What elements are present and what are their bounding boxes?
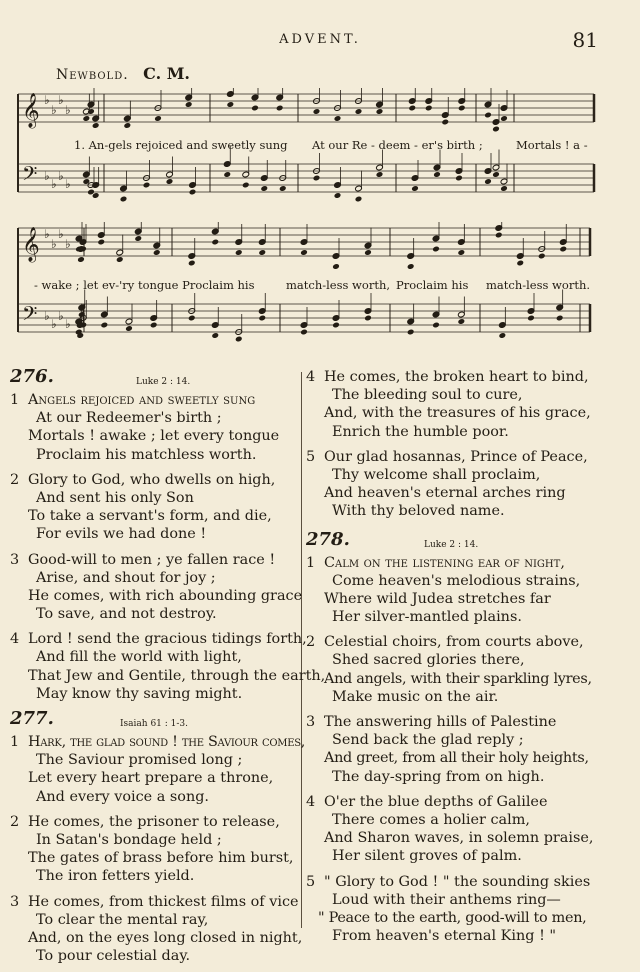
note-head (211, 332, 219, 339)
verse-line: Shed sacred glories there, (332, 652, 525, 669)
note-head (455, 175, 463, 182)
stanza-number: 1 (306, 554, 316, 571)
note-head (458, 249, 466, 256)
stanza-number: 3 (10, 551, 20, 568)
running-head: ADVENT. (279, 32, 361, 47)
flat-icon: ♭ (44, 93, 50, 107)
verse-line: The day-spring from on high. (332, 768, 545, 785)
verse-line: The answering hills of Palestine (324, 714, 557, 730)
stanza (306, 793, 598, 866)
verse-line: The bleeding soul to cure, (332, 387, 523, 404)
verse-line: May know thy saving might. (36, 685, 243, 702)
note-head (492, 126, 500, 133)
music-system-2 (14, 222, 598, 352)
verse-line: That Jew and Gentile, through the earth, (28, 667, 326, 684)
note-head (458, 318, 466, 325)
note-head (83, 115, 91, 122)
verse-line: He comes, with rich abounding grace (28, 587, 303, 604)
verse-line: Where wild Judea stretches far (324, 590, 551, 607)
verse-line: Send back the glad reply ; (332, 732, 524, 749)
note-head (116, 256, 124, 263)
verse-line: He comes, the prisoner to release, (28, 813, 280, 830)
hymn-number: 278. (306, 528, 350, 550)
scripture-ref: Luke 2 : 14. (136, 377, 191, 387)
note-head (484, 178, 492, 185)
verse-line: Angels rejoiced and sweetly sung (28, 392, 256, 408)
note-head (188, 260, 196, 267)
note-head (355, 108, 363, 115)
stanza (306, 713, 598, 786)
note-head (124, 122, 132, 129)
verse-line: Arise, and shout for joy ; (36, 569, 216, 586)
stanza (10, 893, 302, 966)
flat-icon: ♭ (44, 309, 50, 323)
stanza-number: 4 (10, 631, 20, 648)
note-head (125, 325, 133, 332)
note-head (364, 249, 372, 256)
hymn-number: 277. (10, 708, 54, 729)
verse-line: Loud with their anthems ring— (332, 891, 561, 908)
note-head (556, 315, 564, 322)
verse-line: And every voice a song. (36, 788, 209, 805)
note-head (432, 322, 440, 329)
note-head (495, 232, 503, 239)
stanza (306, 633, 598, 706)
verse-line: And greet, from all their holy heights, (324, 750, 589, 767)
verse-line: To take a servant's form, and die, (28, 508, 272, 525)
verse-line: At our Redeemer's birth ; (36, 410, 222, 427)
hymn-heading (10, 710, 302, 733)
note-head (364, 315, 372, 322)
note-head (334, 115, 342, 122)
lyric-text: Mortals ! a - (516, 138, 588, 152)
tune-meter: C. M. (143, 64, 190, 83)
stanza-number: 4 (306, 793, 316, 810)
stanza-number: 5 (306, 873, 316, 890)
verse-line: The Saviour promised long ; (36, 752, 243, 769)
note-head (500, 185, 508, 192)
stanza (306, 554, 598, 627)
flat-icon: ♭ (65, 103, 71, 117)
stanza-number: 2 (10, 813, 20, 830)
flat-icon: ♭ (51, 317, 57, 331)
note-head (92, 122, 100, 129)
stanza (10, 733, 306, 806)
note-head (376, 108, 384, 115)
verse-line: Come heaven's melodious strains, (332, 572, 581, 589)
verse-line: And heaven's eternal arches ring (324, 485, 566, 502)
note-head (97, 239, 105, 246)
stanza-number: 2 (10, 471, 20, 488)
verse-line: To save, and not destroy. (36, 606, 217, 623)
verse-line: The iron fetters yield. (36, 868, 195, 885)
flat-icon: ♭ (65, 177, 71, 191)
verse-line: Her silver-mantled plains. (332, 609, 522, 626)
hymn-heading (10, 368, 302, 391)
note-head (432, 246, 440, 253)
note-head (499, 332, 507, 339)
bass-clef-icon: 𝄢 (22, 162, 38, 190)
note-head (492, 171, 500, 178)
verse-line: To pour celestial day. (36, 948, 191, 965)
stanza (306, 448, 598, 521)
verse-line: And fill the world with light, (36, 649, 242, 666)
flat-icon: ♭ (58, 93, 64, 107)
stanza (306, 873, 598, 946)
note-head (407, 329, 415, 336)
tune-name: Newbold. (56, 67, 129, 83)
stanza-number: 1 (10, 734, 20, 750)
music-system-1 (14, 88, 598, 210)
note-head (334, 192, 342, 199)
verse-line: Let every heart prepare a throne, (28, 770, 274, 787)
flat-icon: ♭ (65, 237, 71, 251)
note-head (313, 108, 321, 115)
note-head (143, 182, 151, 189)
note-head (77, 256, 85, 263)
note-head (154, 115, 162, 122)
note-head (279, 185, 287, 192)
note-head (223, 171, 231, 178)
verse-line: Thy welcome shall proclaim, (332, 466, 541, 483)
verse-line: From heaven's eternal King ! " (332, 928, 557, 945)
hymn-column-left (10, 366, 326, 972)
verse-line: Lord ! send the gracious tidings forth, (28, 631, 307, 648)
stanza (10, 551, 302, 624)
treble-clef-icon: 𝄞 (22, 93, 40, 128)
verse-line: Hark, the glad sound ! the Saviour comes, (28, 734, 306, 750)
verse-line: And, with the treasures of his grace, (324, 405, 591, 422)
flat-icon: ♭ (51, 177, 57, 191)
stanza (10, 471, 302, 544)
stanza-number: 1 (10, 392, 20, 408)
note-head (211, 239, 219, 246)
verse-line: Good-will to men ; ye fallen race ! (28, 551, 276, 568)
flat-icon: ♭ (44, 227, 50, 241)
verse-line: O'er the blue depths of Galilee (324, 793, 548, 810)
note-head (433, 171, 441, 178)
verse-line: He comes, from thickest films of vice (28, 893, 299, 910)
stanza-number: 2 (306, 634, 316, 651)
verse-line: " Glory to God ! " the sounding skies (324, 873, 591, 890)
note-head (260, 185, 268, 192)
bass-clef-icon: 𝄢 (22, 302, 38, 330)
note-head (258, 249, 266, 256)
flat-icon: ♭ (44, 169, 50, 183)
note-head (150, 322, 158, 329)
verse-line: Her silent groves of palm. (332, 848, 522, 865)
note-head (101, 322, 109, 329)
note-head (425, 105, 433, 112)
hymn-column-right (306, 368, 598, 952)
note-head (332, 263, 340, 270)
verse-line: And Sharon waves, in solemn praise, (324, 830, 594, 847)
note-head (559, 246, 567, 253)
stanza (10, 813, 302, 886)
note-head (134, 235, 142, 242)
note-head (300, 249, 308, 256)
note-head (227, 101, 235, 108)
treble-clef-icon: 𝄞 (22, 227, 40, 262)
stanza-number: 5 (306, 448, 316, 465)
verse-line: Enrich the humble poor. (332, 423, 509, 440)
tune-heading (56, 64, 190, 83)
flat-icon: ♭ (58, 227, 64, 241)
stanza-number: 3 (10, 893, 20, 910)
verse-line: Celestial choirs, from courts above, (324, 634, 584, 651)
verse-line: Make music on the air. (332, 688, 499, 705)
note-head (242, 182, 250, 189)
note-head (258, 315, 266, 322)
verse-line: He comes, the broken heart to bind, (324, 369, 589, 385)
note-head (313, 175, 321, 182)
lyric-text: 1. An-gels rejoiced and sweetly sung (74, 138, 288, 152)
note-head (276, 105, 284, 112)
verse-line: " Peace to the earth, good-will to men, (318, 909, 587, 926)
note-head (189, 189, 197, 196)
note-head (458, 105, 466, 112)
verse-line: Mortals ! awake ; let every tongue (28, 428, 280, 445)
verse-line: And angels, with their sparkling lyres, (324, 670, 592, 687)
note-head (527, 315, 535, 322)
note-head (153, 249, 161, 256)
note-head (407, 263, 415, 270)
hymn-number: 276. (10, 366, 54, 387)
note-head (235, 249, 243, 256)
scripture-ref: Isaiah 61 : 1-3. (120, 719, 189, 729)
flat-icon: ♭ (65, 317, 71, 331)
note-head (441, 119, 449, 126)
verse-line: There comes a holier calm, (332, 811, 530, 828)
flat-icon: ♭ (51, 237, 57, 251)
note-head (235, 336, 243, 343)
note-head (300, 329, 308, 336)
verse-line: In Satan's bondage held ; (36, 831, 222, 848)
verse-line: Glory to God, who dwells on high, (28, 471, 276, 488)
note-head (484, 112, 492, 119)
note-head (185, 101, 193, 108)
lyric-text: Proclaim his (396, 278, 469, 292)
flat-icon: ♭ (58, 309, 64, 323)
note-head (411, 185, 419, 192)
verse-line: The gates of brass before him burst, (28, 850, 294, 867)
lyric-text: match-less worth. (486, 278, 591, 292)
note-head (332, 322, 340, 329)
lyric-text: match-less worth, (286, 278, 391, 292)
lyric-text: At our Re - deem - er's birth ; (312, 138, 483, 152)
stanza (10, 391, 302, 464)
page-number: 81 (572, 28, 598, 52)
note-head (251, 105, 259, 112)
note-head (500, 115, 508, 122)
note-head (538, 253, 546, 260)
verse-line: For evils we had done ! (36, 526, 207, 543)
stanza (306, 368, 598, 441)
note-head (516, 260, 524, 267)
note-head (188, 315, 196, 322)
verse-line: To clear the mental ray, (36, 911, 209, 928)
verse-line: Our glad hosannas, Prince of Peace, (324, 448, 588, 465)
stanza (10, 630, 326, 703)
flat-icon: ♭ (51, 103, 57, 117)
note-head (408, 105, 416, 112)
stanza-number: 4 (306, 369, 316, 385)
verse-line: Calm on the listening ear of night, (324, 554, 565, 571)
flat-icon: ♭ (58, 169, 64, 183)
verse-line: With thy beloved name. (332, 503, 505, 520)
verse-line: Proclaim his matchless worth. (36, 446, 257, 463)
note-head (376, 171, 384, 178)
note-head (355, 196, 363, 203)
hymn-heading (306, 528, 598, 554)
verse-line: And sent his only Son (36, 489, 194, 506)
lyric-text: - wake ; let ev-'ry tongue Proclaim his (34, 278, 255, 292)
verse-line: And, on the eyes long closed in night, (28, 929, 303, 946)
note-head (166, 178, 174, 185)
note-head (120, 196, 128, 203)
stanza-number: 3 (306, 714, 316, 730)
scripture-ref: Luke 2 : 14. (424, 539, 479, 550)
